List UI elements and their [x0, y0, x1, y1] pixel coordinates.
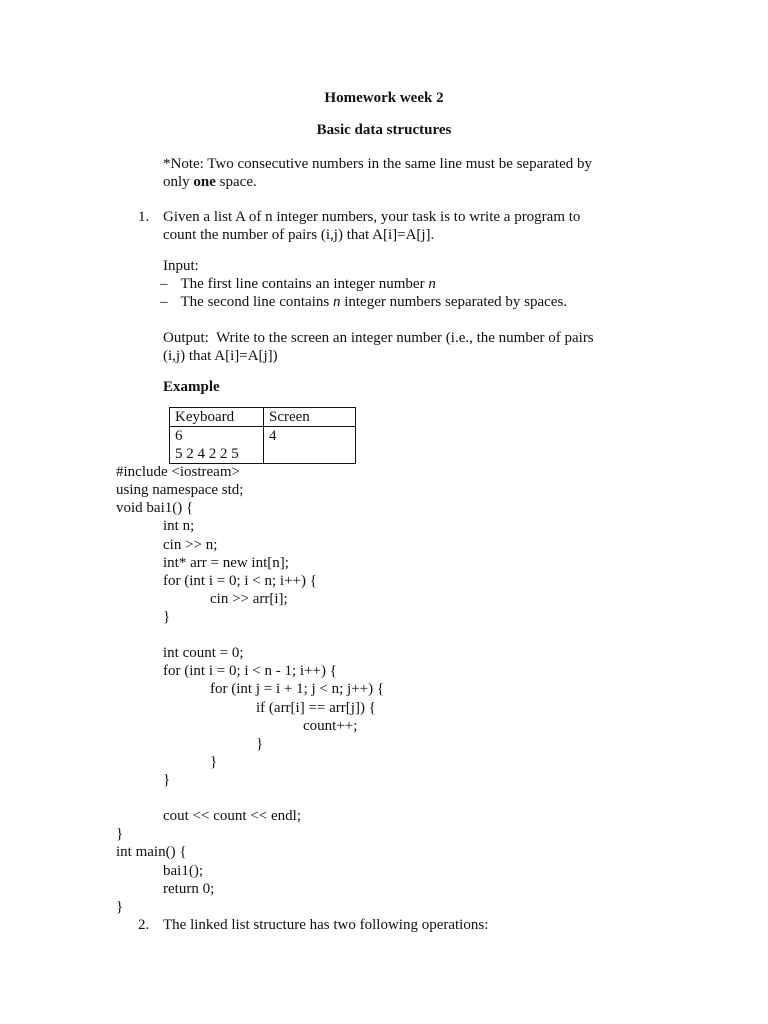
code-line: } [116, 826, 124, 842]
example-table-data-row [170, 427, 356, 464]
input-item-1: – The first line contains an integer number n [160, 276, 436, 292]
example-label: Example [163, 379, 220, 395]
table-header-screen: Screen [264, 408, 356, 427]
keyboard-line-1: 6 [175, 428, 183, 444]
input-label: Input: [163, 258, 199, 274]
code-line: void bai1() { [116, 500, 194, 516]
code-line: } [163, 609, 171, 625]
code-line: } [163, 772, 171, 788]
code-line: #include <iostream> [116, 464, 240, 480]
code-line: for (int i = 0; i < n - 1; i++) { [163, 663, 337, 679]
page-subtitle: Basic data structures [316, 122, 452, 138]
table-cell-screen [264, 427, 356, 464]
keyboard-line-2: 5 2 4 2 2 5 [175, 446, 239, 462]
example-table [169, 407, 356, 464]
code-line: int n; [163, 518, 195, 534]
input-item-2: – The second line contains n integer numbers separated by spaces. [160, 294, 568, 310]
problem-1-number: 1. [138, 209, 150, 225]
table-cell-keyboard [170, 427, 264, 464]
code-line: cin >> arr[i]; [210, 591, 288, 607]
problem-2-number: 2. [138, 917, 150, 933]
screen-line-1: 4 [269, 428, 277, 444]
output-line-1: Output: Write to the screen an integer number (i.e., the number of pairs [163, 330, 594, 346]
code-line: for (int i = 0; i < n; i++) { [163, 573, 317, 589]
code-line: using namespace std; [116, 482, 244, 498]
code-line: } [116, 899, 124, 915]
code-line: int* arr = new int[n]; [163, 555, 289, 571]
code-line: for (int j = i + 1; j < n; j++) { [210, 681, 385, 697]
output-line-2: (i,j) that A[i]=A[j]) [163, 348, 278, 364]
code-line: cin >> n; [163, 537, 218, 553]
code-line: int count = 0; [163, 645, 244, 661]
note-line-2: only one space. [163, 174, 257, 190]
note-line-1: *Note: Two consecutive numbers in the same line must be separated by [163, 156, 592, 172]
problem-1-line-2: count the number of pairs (i,j) that A[i]=A[j]. [163, 227, 435, 243]
example-table-header-row [170, 408, 356, 427]
code-line: if (arr[i] == arr[j]) { [256, 700, 376, 716]
code-line: return 0; [163, 881, 215, 897]
problem-1-line-1: Given a list A of n integer numbers, your task is to write a program to [163, 209, 581, 225]
code-line: } [256, 736, 264, 752]
code-line: bai1(); [163, 863, 203, 879]
page-title: Homework week 2 [324, 90, 444, 106]
problem-2-text: The linked list structure has two following operations: [163, 917, 489, 933]
code-line: } [210, 754, 218, 770]
code-line: int main() { [116, 844, 187, 860]
code-line: cout << count << endl; [163, 808, 301, 824]
code-line: count++; [303, 718, 358, 734]
table-header-keyboard: Keyboard [170, 408, 264, 427]
note-emphasis: one [193, 174, 216, 190]
